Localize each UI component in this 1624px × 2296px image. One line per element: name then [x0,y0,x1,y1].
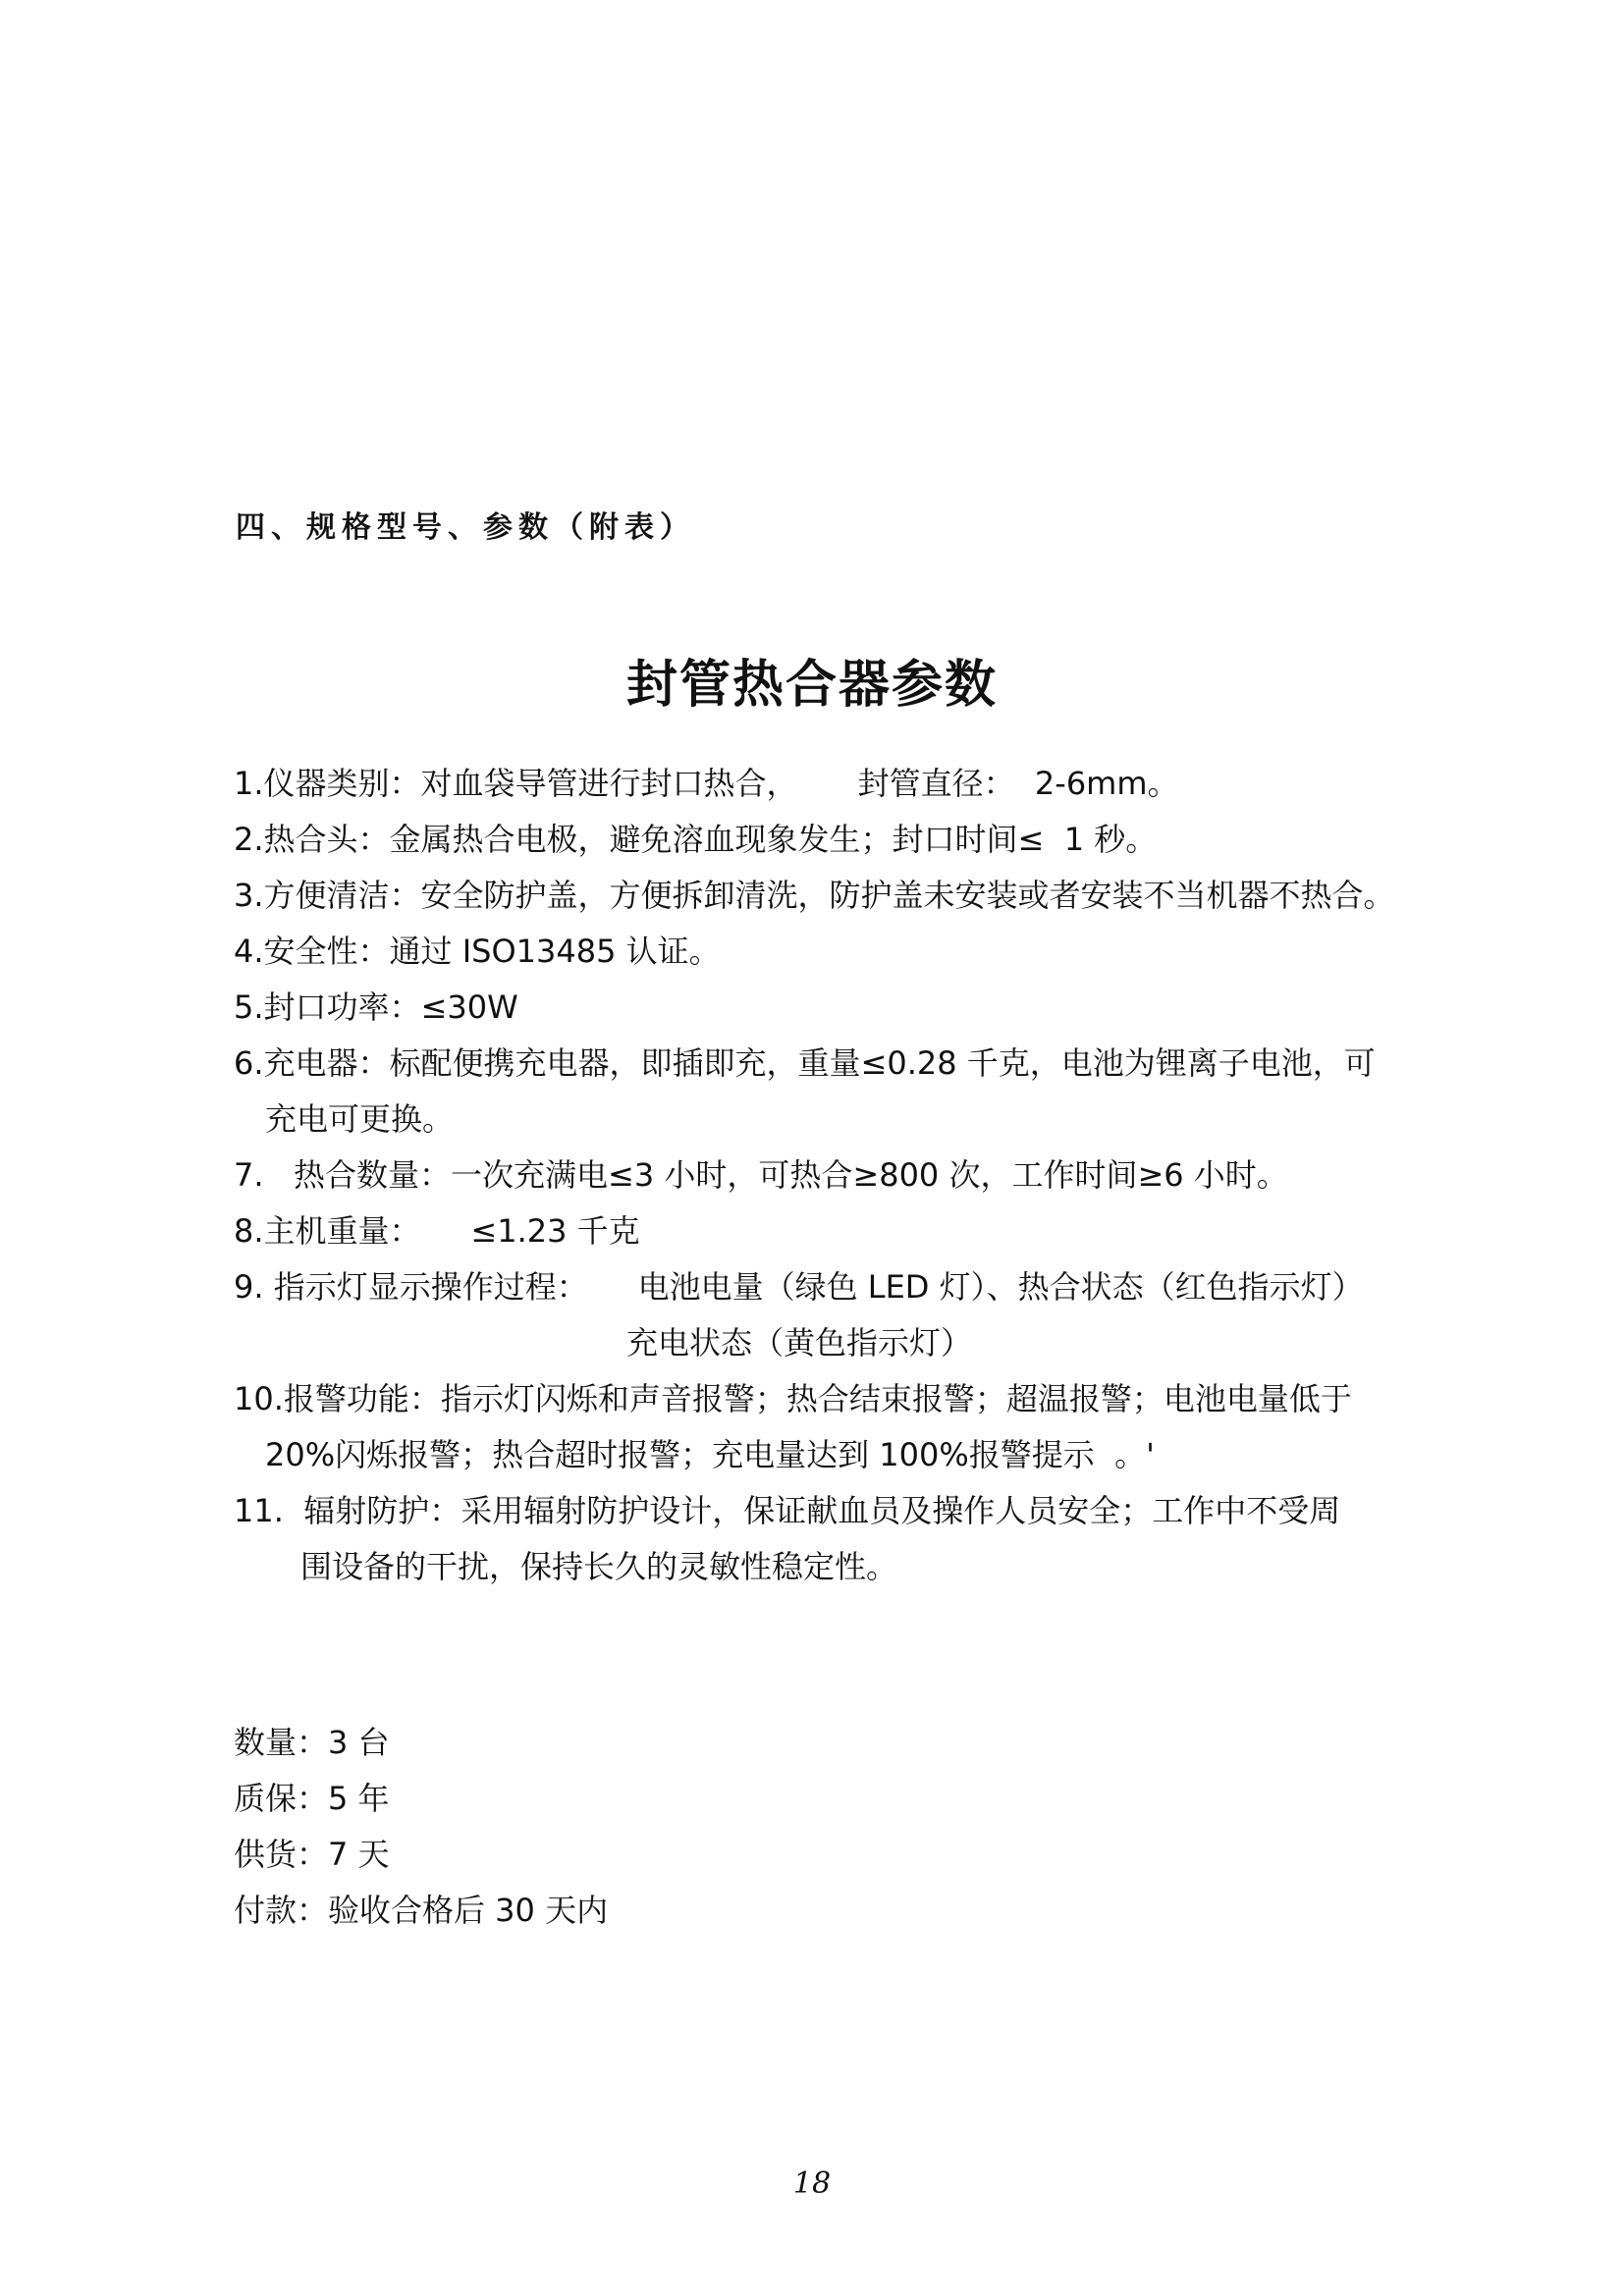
term-payment: 付款：验收合格后 30 天内 [234,1892,609,1929]
spec-item-4: 4.安全性：通过 ISO13485 认证。 [234,933,721,970]
spec-item-11-continued: 围设备的干扰，保持长久的灵敏性稳定性。 [300,1548,898,1585]
page-number: 18 [792,2166,832,2201]
term-quantity: 数量：3 台 [234,1724,390,1761]
spec-item-9: 9. 指示灯显示操作过程： 电池电量（绿色 LED 灯）、热合状态（红色指示灯） [234,1268,1364,1306]
spec-item-6-continued: 充电可更换。 [265,1100,455,1138]
spec-item-10: 10.报警功能：指示灯闪烁和声音报警；热合结束报警；超温报警；电池电量低于 [234,1380,1352,1417]
document-title: 封管热合器参数 [625,656,998,715]
spec-item-1: 1.仪器类别：对血袋导管进行封口热合， 封管直径： 2-6mm。 [234,765,1179,802]
term-warranty: 质保：5 年 [234,1780,390,1817]
term-delivery: 供货：7 天 [234,1836,390,1873]
spec-item-3: 3.方便清洁：安全防护盖，方便拆卸清洗，防护盖未安装或者安装不当机器不热合。 [234,877,1395,914]
procurement-terms [234,1715,608,1939]
spec-item-5: 5.封口功率：≤30W [234,988,518,1026]
spec-item-9-continued: 充电状态（黄色指示灯） [626,1324,973,1362]
spec-item-2: 2.热合头：金属热合电极，避免溶血现象发生；封口时间≤ 1 秒。 [234,821,1158,858]
spec-item-11: 11. 辐射防护：采用辐射防护设计，保证献血员及操作人员安全；工作中不受周 [234,1492,1341,1529]
spec-list [234,756,1432,1595]
spec-item-10-continued: 20%闪烁报警；热合超时报警；充电量达到 100%报警提示 。' [265,1436,1155,1473]
spec-item-7: 7. 热合数量：一次充满电≤3 小时，可热合≥800 次，工作时间≥6 小时。 [234,1156,1288,1194]
spec-item-6: 6.充电器：标配便携充电器，即插即充，重量≤0.28 千克，电池为锂离子电池，可 [234,1044,1376,1082]
spec-item-8: 8.主机重量： ≤1.23 千克 [234,1212,640,1250]
section-heading: 四、规格型号、参数（附表） [236,510,695,545]
